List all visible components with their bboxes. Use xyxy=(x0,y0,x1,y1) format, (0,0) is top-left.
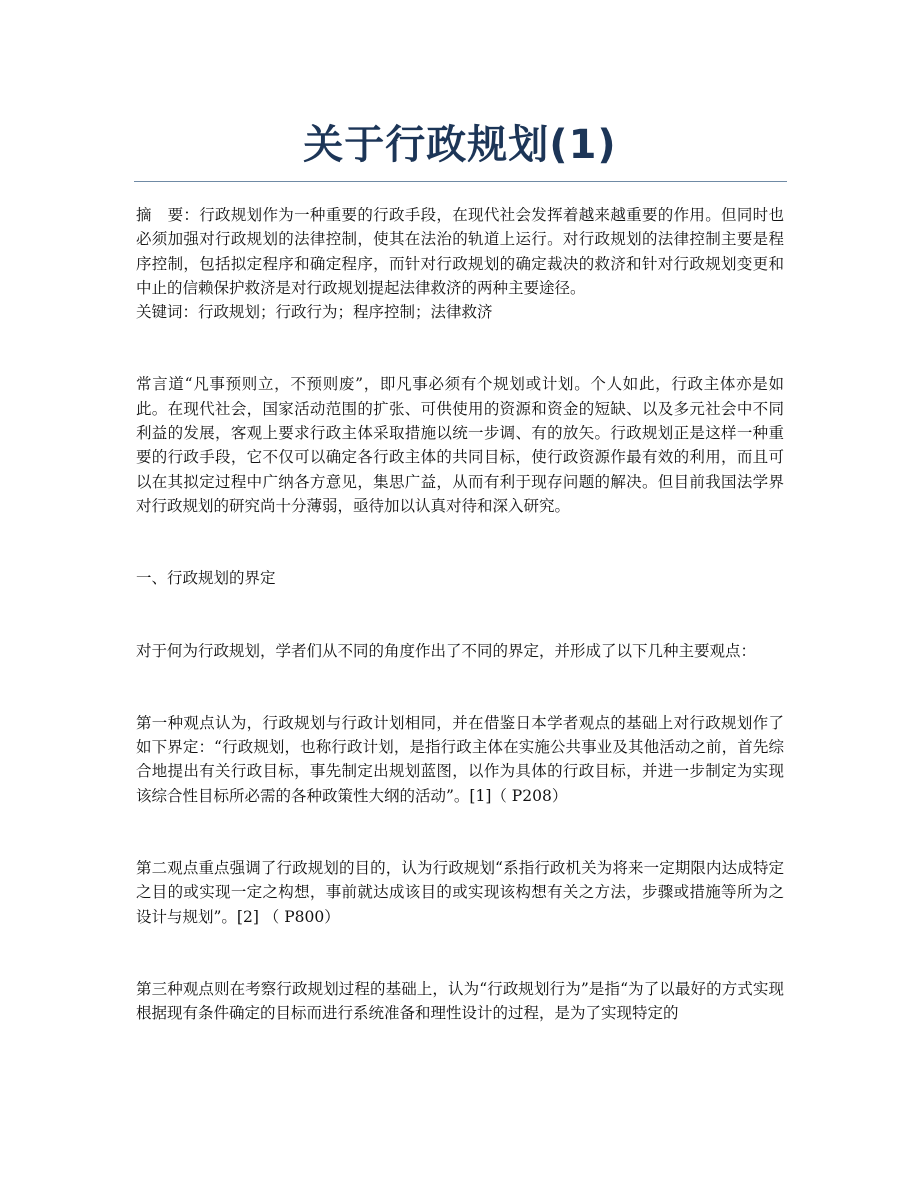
abstract-paragraph: 摘 要：行政规划作为一种重要的行政手段，在现代社会发挥着越来越重要的作用。但同时也必须加强对行政规划的法律控制，使其在法治的轨道上运行。对行政规划的法律控制主要是程序控制，包括拟定程序和确定程序，而针对行政规划的确定裁决的救济和针对行政规划变更和中止的信赖保护救济是对行政规划提起法律救济的两种主要途径。 xyxy=(136,206,784,297)
definition-intro-paragraph: 对于何为行政规划，学者们从不同的角度作出了不同的界定，并形成了以下几种主要观点： xyxy=(136,641,757,660)
keywords-line: 关键词：行政规划；行政行为；程序控制；法律救济 xyxy=(136,303,493,322)
view-three-paragraph: 第三种观点则在考察行政规划过程的基础上，认为“行政规划行为”是指“为了以最好的方式实现根据现有条件确定的目标而进行系统准备和理性设计的过程，是为了实现特定的 xyxy=(136,979,784,1023)
paragraph-gap xyxy=(136,929,784,977)
document-body xyxy=(136,203,784,1026)
section-heading: 一、行政规划的界定 xyxy=(136,569,276,588)
intro-paragraph: 常言道“凡事预则立，不预则废”，即凡事必须有个规划或计划。个人如此，行政主体亦是如此。在现代社会，国家活动范围的扩张、可供使用的资源和资金的短缺、以及多元社会中不同利益的发展，客观上要求行政主体采取措施以统一步调、有的放矢。行政规划正是这样一种重要的行政手段，它不仅可以确定各行政主体的共同目标，使行政资源作最有效的利用，而且可以在其拟定过程中广纳各方意见，集思广益，从而有利于现存问题的解决。但目前我国法学界对行政规划的研究尚十分薄弱，亟待加以认真对待和深入研究。 xyxy=(136,375,784,515)
paragraph-gap xyxy=(136,324,784,372)
view-two-paragraph: 第二观点重点强调了行政规划的目的，认为行政规划“系指行政机关为将来一定期限内达成特定之目的或实现一定之构想，事前就达成该目的或实现该构想有关之方法，步骤或措施等所为之设计与规划”。[2] （ P800） xyxy=(136,859,784,926)
paragraph-gap xyxy=(136,518,784,566)
paragraph-gap xyxy=(136,663,784,711)
paragraph-gap xyxy=(136,591,784,639)
title-divider xyxy=(134,181,787,182)
view-one-paragraph: 第一种观点认为，行政规划与行政计划相同，并在借鉴日本学者观点的基础上对行政规划作了如下界定：“行政规划，也称行政计划，是指行政主体在实施公共事业及其他活动之前，首先综合地提出有关行政目标，事先制定出规划蓝图，以作为具体的行政目标，并进一步制定为实现该综合性目标所必需的各种政策性大纲的活动”。[1]（ P208） xyxy=(136,713,784,805)
document-title: 关于行政规划(1) xyxy=(303,122,617,168)
paragraph-gap xyxy=(136,808,784,856)
